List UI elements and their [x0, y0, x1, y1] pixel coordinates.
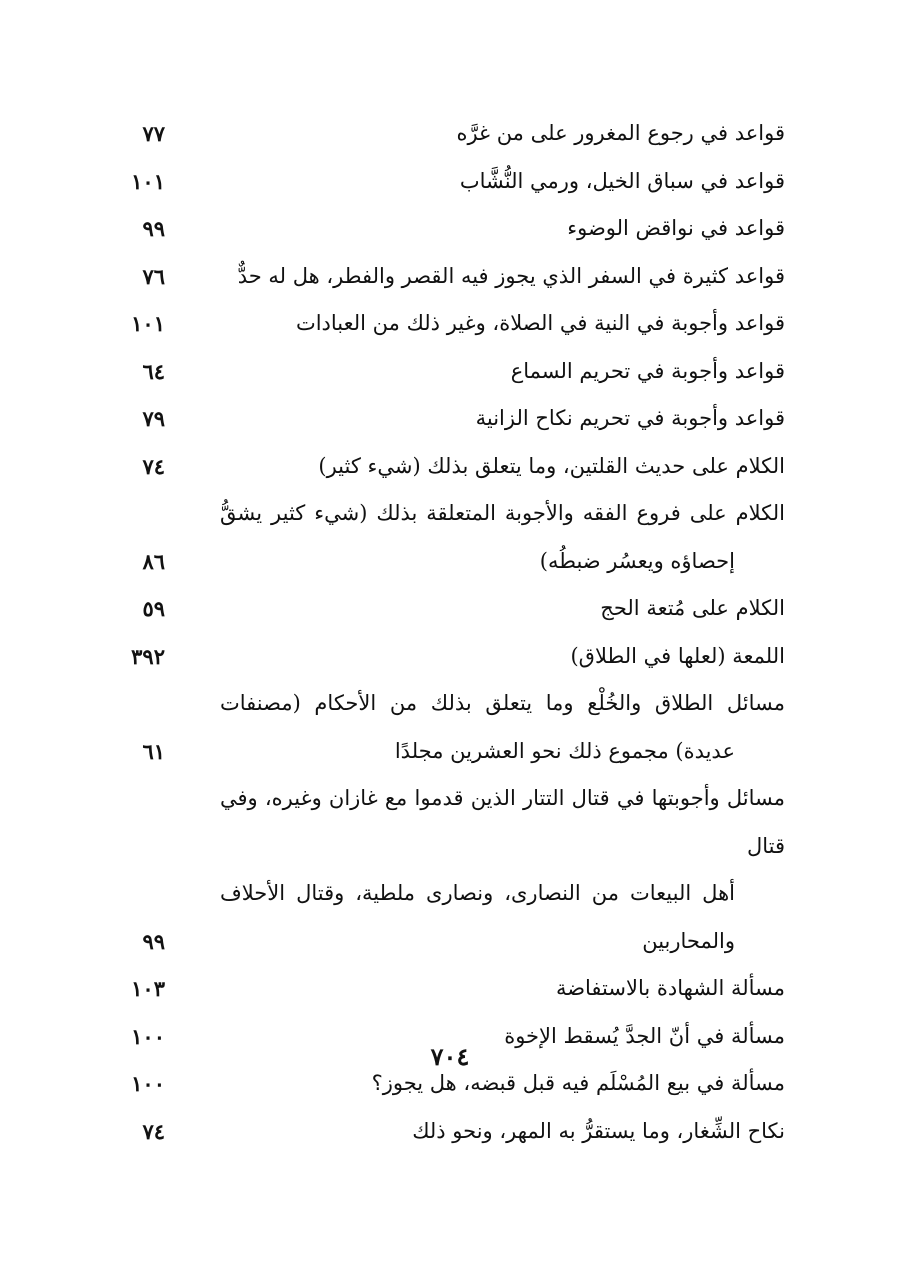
- entry-title: [220, 490, 785, 585]
- entry-title-line: مسألة الشهادة بالاستفاضة: [555, 976, 785, 1000]
- index-entry: [105, 205, 785, 253]
- index-entry: [105, 300, 785, 348]
- entry-page-number: ٧٦: [142, 263, 165, 289]
- entry-title: [220, 158, 785, 206]
- index-entry: [105, 253, 785, 301]
- entry-title-line: والمحاربين: [642, 928, 735, 953]
- entry-title: [220, 395, 785, 443]
- entry-title: [220, 775, 785, 965]
- entry-title: [220, 680, 785, 775]
- index-entry: [105, 965, 785, 1013]
- entry-title-line: قواعد في رجوع المغرور على من غرَّه: [456, 121, 785, 145]
- entry-title-line: الكلام على حديث القلتين، وما يتعلق بذلك (شيء كثير): [318, 453, 785, 478]
- entry-title-line: قواعد في نواقض الوضوء: [567, 216, 785, 240]
- entry-page-number: ١٠١: [131, 168, 165, 194]
- index-entry: [105, 633, 785, 681]
- index-entry: [105, 395, 785, 443]
- entry-page-number: ١٠٠: [131, 1071, 165, 1096]
- entry-title-line: عديدة) مجموع ذلك نحو العشرين مجلدًا: [394, 738, 735, 763]
- entry-page-number: ٨٦: [142, 548, 165, 574]
- entry-page-number: ٧٤: [142, 453, 165, 479]
- entry-title-line: إحصاؤه ويعسُر ضبطُه): [539, 548, 735, 573]
- entry-title-line: مسألة في أنّ الجدَّ يُسقط الإخوة: [504, 1023, 785, 1048]
- entry-title-line: مسائل الطلاق والخُلْع وما يتعلق بذلك من الأحكام (مصنفات: [220, 691, 785, 715]
- entry-page-number: ٧٧: [142, 121, 165, 146]
- entry-page-number: ١٠٠: [131, 1023, 165, 1049]
- entry-page-number: ٧٩: [142, 406, 165, 431]
- entry-title-line: مسألة في بيع المُسْلَم فيه قبل قبضه، هل يجوز؟: [371, 1071, 785, 1095]
- entry-title: [220, 633, 785, 681]
- entry-page-number: ٣٩٢: [131, 643, 165, 669]
- entry-title-line: قواعد وأجوبة في تحريم نكاح الزانية: [475, 406, 785, 430]
- entry-title-line: اللمعة (لعلها في الطلاق): [570, 643, 785, 668]
- entry-page-number: ٦٤: [142, 358, 165, 384]
- entry-title: [220, 205, 785, 253]
- entry-page-number: ٦١: [142, 738, 165, 764]
- index-list: [105, 110, 785, 1155]
- entry-title-line: قواعد وأجوبة في النية في الصلاة، وغير ذلك من العبادات: [295, 311, 785, 335]
- entry-page-number: ١٠٣: [131, 976, 165, 1001]
- entry-title-line: قواعد وأجوبة في تحريم السماع: [510, 358, 785, 383]
- index-entry: [105, 490, 785, 585]
- entry-title: [220, 253, 785, 301]
- entry-page-number: ١٠١: [131, 311, 165, 336]
- entry-page-number: ٩٩: [142, 216, 165, 241]
- entry-title: [220, 443, 785, 491]
- index-entry: [105, 110, 785, 158]
- index-entry: [105, 585, 785, 633]
- entry-title-line: قواعد كثيرة في السفر الذي يجوز فيه القصر والفطر، هل له حدٌّ: [237, 263, 785, 288]
- index-entry: [105, 443, 785, 491]
- entry-title: [220, 1108, 785, 1156]
- index-entry: [105, 348, 785, 396]
- entry-title: [220, 110, 785, 158]
- index-entry: [105, 158, 785, 206]
- page-number: ٧٠٤: [430, 1042, 470, 1071]
- index-entry: [105, 1108, 785, 1156]
- entry-title-line: مسائل وأجوبتها في قتال التتار الذين قدموا مع غازان وغيره، وفي قتال: [220, 786, 785, 858]
- entry-title-line: نكاح الشِّغار، وما يستقرُّ به المهر، ونحو ذلك: [412, 1118, 785, 1143]
- entry-page-number: ٥٩: [142, 596, 165, 621]
- entry-title-line: قواعد في سباق الخيل، ورمي النُّشَّاب: [459, 168, 785, 193]
- entry-title: [220, 585, 785, 633]
- entry-page-number: ٩٩: [142, 928, 165, 954]
- index-entry: [105, 775, 785, 965]
- index-entry: [105, 680, 785, 775]
- entry-title-line: الكلام على فروع الفقه والأجوبة المتعلقة بذلك (شيء كثير يشقُّ: [220, 501, 785, 525]
- entry-title-line: الكلام على مُتعة الحج: [600, 596, 785, 620]
- entry-title: [220, 348, 785, 396]
- entry-title: [220, 965, 785, 1013]
- entry-title-line: أهل البيعات من النصارى، ونصارى ملطية، وقتال الأحلاف: [220, 881, 735, 905]
- entry-page-number: ٧٤: [142, 1118, 165, 1144]
- entry-title: [220, 300, 785, 348]
